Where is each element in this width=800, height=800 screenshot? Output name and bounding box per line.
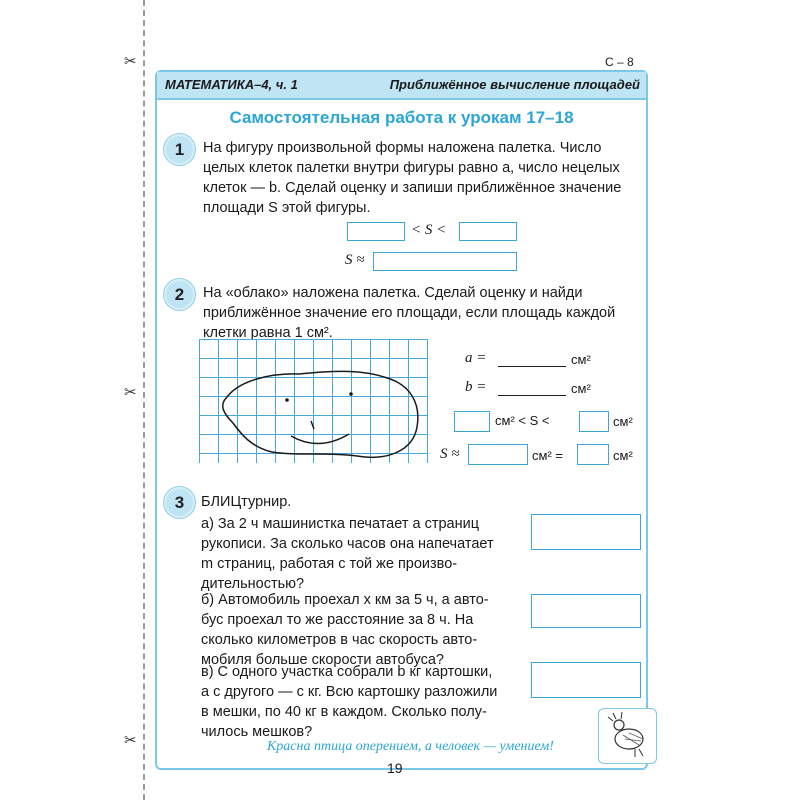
header-bar: [157, 72, 646, 100]
task1-approx-input[interactable]: [373, 252, 517, 271]
task2-lower-bound-input[interactable]: [454, 411, 490, 432]
task2-b-label: b =: [465, 379, 487, 395]
grid-palette: [199, 339, 431, 463]
worksheet-code: С – 8: [605, 55, 634, 69]
task2-approx-mm-input[interactable]: [577, 444, 609, 465]
task2-final-unit: см²: [613, 448, 633, 463]
task2-a-label: a =: [465, 350, 487, 366]
worksheet-page: [155, 70, 648, 770]
task2-inequality: см² < S <: [495, 413, 550, 428]
task3-c-text: в) С одного участка собрали b кг картошки, а с другого — c кг. Всю картошку разложили в мешки, по 40 кг в каждом. Сколько полу- чилось мешков?: [201, 664, 498, 740]
scissors-icon: ✂: [124, 52, 137, 70]
task3-b-answer-box[interactable]: [531, 594, 641, 628]
task1-upper-bound-input[interactable]: [459, 222, 517, 241]
task2-a-unit: см²: [571, 352, 591, 367]
task2-a-answer-line[interactable]: [498, 366, 566, 367]
cloud-smile: [291, 434, 349, 444]
bird-illustration: [598, 708, 657, 764]
task1-inequality: < S <: [411, 222, 447, 238]
header-topic: Приближённое вычисление площадей: [389, 77, 640, 92]
task2-b-answer-line[interactable]: [498, 395, 566, 396]
task3-heading: БЛИЦтурнир.: [201, 494, 292, 510]
task-number: 3: [164, 487, 195, 518]
grid-lines: [199, 339, 428, 463]
scissors-icon: ✂: [124, 731, 137, 749]
cloud-shape: [223, 371, 418, 457]
task2-approx-input[interactable]: [468, 444, 528, 465]
scissors-icon: ✂: [124, 383, 137, 401]
task1-lower-bound-input[interactable]: [347, 222, 405, 241]
task3-b-text: б) Автомобиль проехал x км за 5 ч, а авто- бус проехал то же расстояние за 8 ч. На сколько километров в час скорость авто- мобиля больше скорости автобуса?: [201, 592, 489, 668]
task2-b-unit: см²: [571, 381, 591, 396]
header-subject: МАТЕМАТИКА–4, ч. 1: [165, 77, 298, 92]
task1-text: На фигуру произвольной формы наложена палетка. Число целых клеток палетки внутри фигуры равно a, число нецелых клеток — b. Сделай оценку и запиши приближённое значение площади S этой фигуры.: [203, 140, 622, 216]
task-number: 2: [164, 279, 195, 310]
task2-eq-label: см² =: [532, 448, 563, 463]
task3-c-answer-box[interactable]: [531, 662, 641, 698]
motto-footer: Красна птица оперением, а человек — умением!: [267, 739, 554, 754]
page-number: 19: [387, 760, 403, 776]
task2-approx-label: S ≈: [440, 446, 460, 462]
task2-upper-unit: см²: [613, 414, 633, 429]
bird-drawing: [599, 709, 656, 763]
cloud-eye: [285, 398, 289, 402]
task2-upper-bound-input[interactable]: [579, 411, 609, 432]
cut-line: [143, 0, 145, 800]
page-title: Самостоятельная работа к урокам 17–18: [229, 108, 574, 127]
task-number: 1: [164, 134, 195, 165]
task2-text: На «облако» наложена палетка. Сделай оценку и найди приближённое значение его площади, если площадь каждой клетки равна 1 см².: [203, 285, 616, 341]
task1-approx-label: S ≈: [345, 252, 365, 268]
cloud-eye: [349, 392, 353, 396]
task3-a-answer-box[interactable]: [531, 514, 641, 550]
task3-a-text: а) За 2 ч машинистка печатает a страниц рукописи. За сколько часов она напечатает m страниц, работая с той же произво- дительностью?: [201, 516, 494, 592]
